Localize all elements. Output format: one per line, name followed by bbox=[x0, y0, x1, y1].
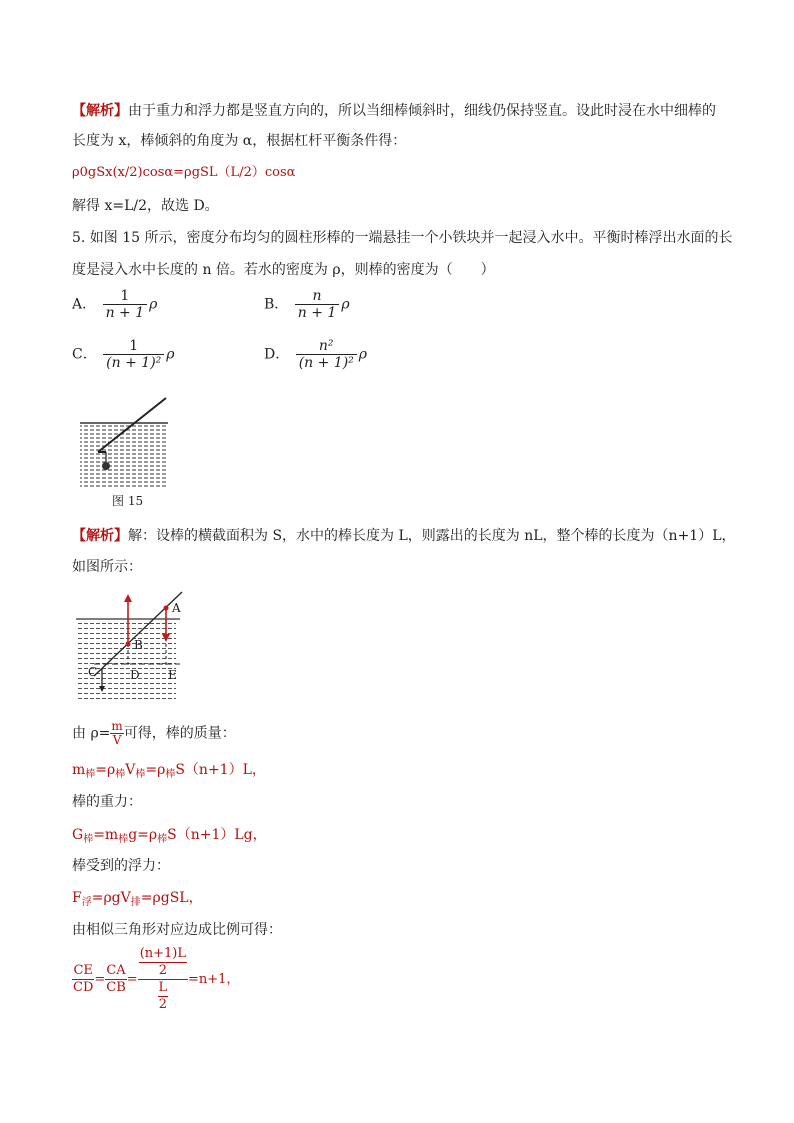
label-e: E bbox=[168, 668, 177, 682]
ratio-ce-cd: $\frac{CE}{CD}$ bbox=[73, 963, 94, 995]
mass-equation: $m_棒=\rho_棒V_棒=\rho_棒S(n+1)L$， bbox=[72, 762, 266, 780]
density-fraction: $\frac{m}{V}$ bbox=[111, 719, 123, 747]
analysis1-text: 由于重力和浮力都是竖直方向的，所以当细棒倾斜时，细线仍保持竖直。设此时浸在水中细棒的 bbox=[128, 103, 716, 119]
water-region bbox=[80, 424, 166, 488]
label-a: A bbox=[172, 601, 181, 615]
label-d: D bbox=[130, 668, 140, 682]
analysis1-equation: ρ0gSx(x/2)cosα=ρgSL（L/2）cosα bbox=[72, 165, 296, 180]
buoyancy-equation: $F_浮=\rho gV_排=\rho gSL$， bbox=[72, 890, 203, 908]
option-c-fraction: $\frac{1}{\text{(n + 1)²}}$ bbox=[103, 338, 164, 371]
option-a: A． $\frac{1}{n + 1}$ ρ bbox=[72, 288, 158, 321]
buoyancy-label: 棒受到的浮力： bbox=[72, 858, 170, 874]
force-diagram bbox=[72, 586, 192, 702]
option-d: D． $\frac{\text{n²}}{\text{(n + 1)²}}$ ρ bbox=[264, 338, 368, 371]
label-b: B bbox=[134, 638, 143, 652]
water-region-2 bbox=[76, 620, 176, 700]
analysis2-line1: 【解析】解：设棒的横截面积为 S，水中的棒长度为 L，则露出的长度为 nL，整个棒的长度为（n+1）L， bbox=[72, 528, 736, 544]
analysis1-conclusion: 解得 x=L/2，故选 D。 bbox=[72, 198, 219, 214]
question5-line2: 度是浸入水中长度的 n 倍。若水的密度为 ρ，则棒的密度为（ ） bbox=[72, 262, 495, 278]
analysis2-line2: 如图所示： bbox=[72, 559, 142, 575]
analysis-tag-2: 【解析】 bbox=[72, 528, 128, 544]
option-c: C． $\frac{1}{\text{(n + 1)²}}$ ρ bbox=[72, 338, 175, 371]
iron-block bbox=[102, 462, 110, 470]
ratio-ca-cb: $\frac{CA}{CB}$ bbox=[106, 963, 126, 995]
option-b: B． $\frac{n}{n + 1}$ ρ bbox=[264, 288, 350, 321]
option-b-fraction: $\frac{n}{n + 1}$ bbox=[295, 288, 340, 321]
analysis1-line1 bbox=[72, 101, 716, 121]
gravity-equation: $G_棒=m_棒g=\rho_棒S(n+1)Lg$， bbox=[72, 827, 267, 845]
label-c: C bbox=[88, 665, 98, 679]
density-intro: 由 ρ= $\frac{m}{V}$ 可得，棒的质量： bbox=[72, 719, 236, 747]
ratio-compound-fraction: $\frac{\frac{(n+1)L}{2}}{\frac{L}{2}}$ bbox=[139, 946, 186, 1012]
figure-15-rod-in-water bbox=[78, 396, 188, 492]
question5-line1: 5. 如图 15 所示，密度分布均匀的圆柱形棒的一端悬挂一个小铁块并一起浸入水中。平衡时棒浮出水面的长 bbox=[72, 230, 733, 246]
analysis1-line2: 长度为 x，棒倾斜的角度为 α，根据杠杆平衡条件得： bbox=[72, 133, 407, 149]
figure-caption: 图 15 bbox=[112, 494, 144, 508]
gravity-label: 棒的重力： bbox=[72, 794, 142, 810]
option-d-fraction: $\frac{\text{n²}}{\text{(n + 1)²}}$ bbox=[296, 338, 357, 371]
ratio-equation: $\frac{CE}{CD}$ = $\frac{CA}{CB}$ = $\frac{\frac{(n+1)L}{2}}{\frac{L}{2}}$ =n+1， bbox=[73, 946, 240, 1012]
similar-label: 由相似三角形对应边成比例可得： bbox=[72, 922, 282, 938]
option-a-fraction: $\frac{1}{n + 1}$ bbox=[103, 288, 148, 321]
analysis-tag: 【解析】 bbox=[72, 103, 128, 119]
